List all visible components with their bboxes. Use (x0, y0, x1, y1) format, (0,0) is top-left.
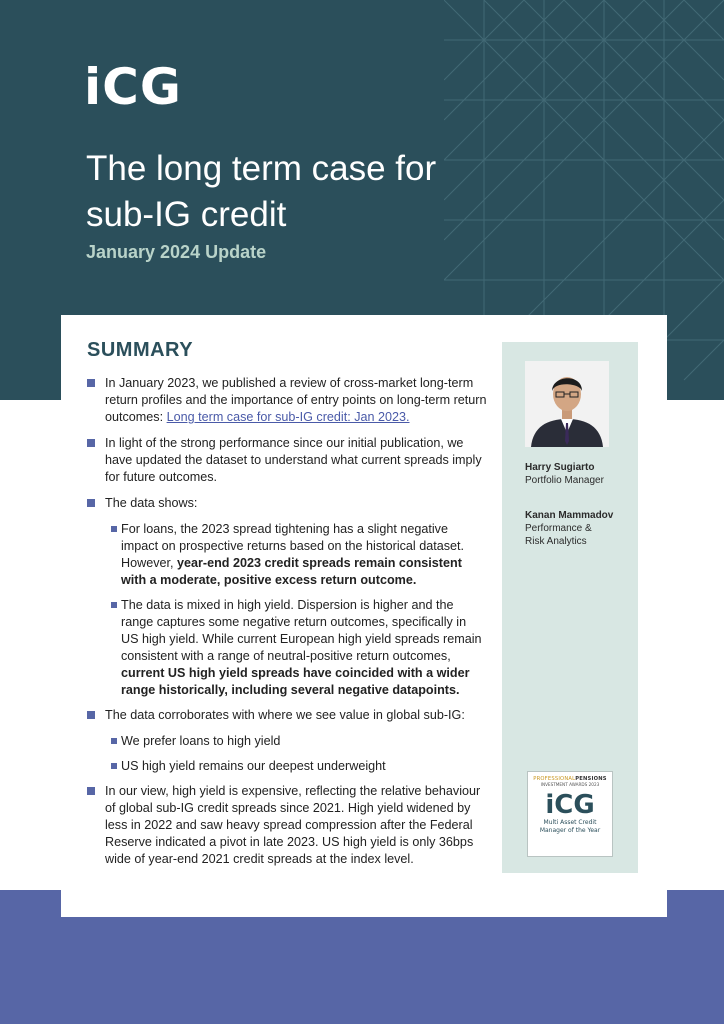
author-photo (525, 361, 609, 447)
list-item (87, 435, 487, 486)
summary-heading: SUMMARY (87, 339, 194, 361)
sub-list-item (87, 733, 487, 750)
bullet-text: The data corroborates with where we see value in global sub-IG: (105, 708, 465, 722)
award-title-line-2: Manager of the Year (539, 827, 601, 834)
sub-list-item (87, 597, 487, 699)
bullet-text: In January 2023, we published a review of cross-market long-term return profiles and the importance of entry points on long-term return outcomes: (105, 376, 487, 424)
list-item (87, 783, 487, 868)
title-line-2: sub-IG credit (86, 195, 287, 234)
award-publisher-a: PROFESSIONAL (533, 776, 576, 782)
sub-list-item (87, 758, 487, 775)
person1-role: Portfolio Manager (525, 475, 604, 486)
award-publisher-b: PENSIONS (575, 776, 607, 782)
sub-bullet-text: For loans, the 2023 spread tightening has a slight negative impact on prospective returns based on the historical dataset. However, (121, 522, 465, 570)
list-item (87, 375, 487, 426)
award-title-line-1: Multi Asset Credit (543, 819, 597, 826)
bullet-text: In our view, high yield is expensive, reflecting the relative behaviour of global sub-IG credit spreads since 2021. High yield widened by less in 2022 and saw heavy spread compression after the Federal Reserve indicated a pivot in late 2023. US high yield is only 36bps wide of year-end 2021 credit spreads at the index level. (105, 784, 481, 866)
bullet-text: In light of the strong performance since our initial publication, we have updated the dataset to understand what current spreads imply for future outcomes. (105, 436, 482, 484)
page-title (86, 146, 506, 238)
authors-sidebar (502, 342, 638, 873)
summary-card (61, 315, 667, 917)
title-line-1: The long term case for (86, 149, 437, 188)
list-item (87, 495, 487, 512)
person2-name: Kanan Mammadov (525, 510, 614, 521)
award-event: INVESTMENT AWARDS 2023 (540, 782, 600, 787)
award-badge (527, 771, 613, 857)
award-title (528, 819, 612, 835)
sub-bullet-bold: current US high yield spreads have coincided with a wider range historically, including several negative datapoints. (121, 666, 470, 697)
sub-bullet-bold: year-end 2023 credit spreads remain consistent with a moderate, positive excess return outcome. (121, 556, 462, 587)
sub-bullet-text: The data is mixed in high yield. Dispersion is higher and the range captures some negative return outcomes, specifically in US high yield. While current European high yield spreads remain consistent with a range of neutral-positive return outcomes, (121, 598, 482, 663)
person2-role (525, 522, 592, 548)
summary-list (87, 375, 487, 877)
icg-logo: iCG (84, 58, 182, 116)
person2-role-line-2: Risk Analytics (525, 536, 587, 547)
sub-list-item (87, 521, 487, 589)
page-subtitle: January 2024 Update (86, 242, 267, 262)
person2-role-line-1: Performance & (525, 523, 592, 534)
list-item (87, 707, 487, 724)
bullet-text: The data shows: (105, 496, 198, 510)
person-portrait-icon (525, 361, 609, 447)
sub-bullet-text: We prefer loans to high yield (121, 734, 281, 748)
sub-bullet-text: US high yield remains our deepest underweight (121, 759, 386, 773)
award-logo: iCG (545, 790, 595, 820)
jan-2023-report-link[interactable]: Long term case for sub-IG credit: Jan 2023. (166, 410, 410, 424)
person1-name: Harry Sugiarto (525, 462, 595, 473)
